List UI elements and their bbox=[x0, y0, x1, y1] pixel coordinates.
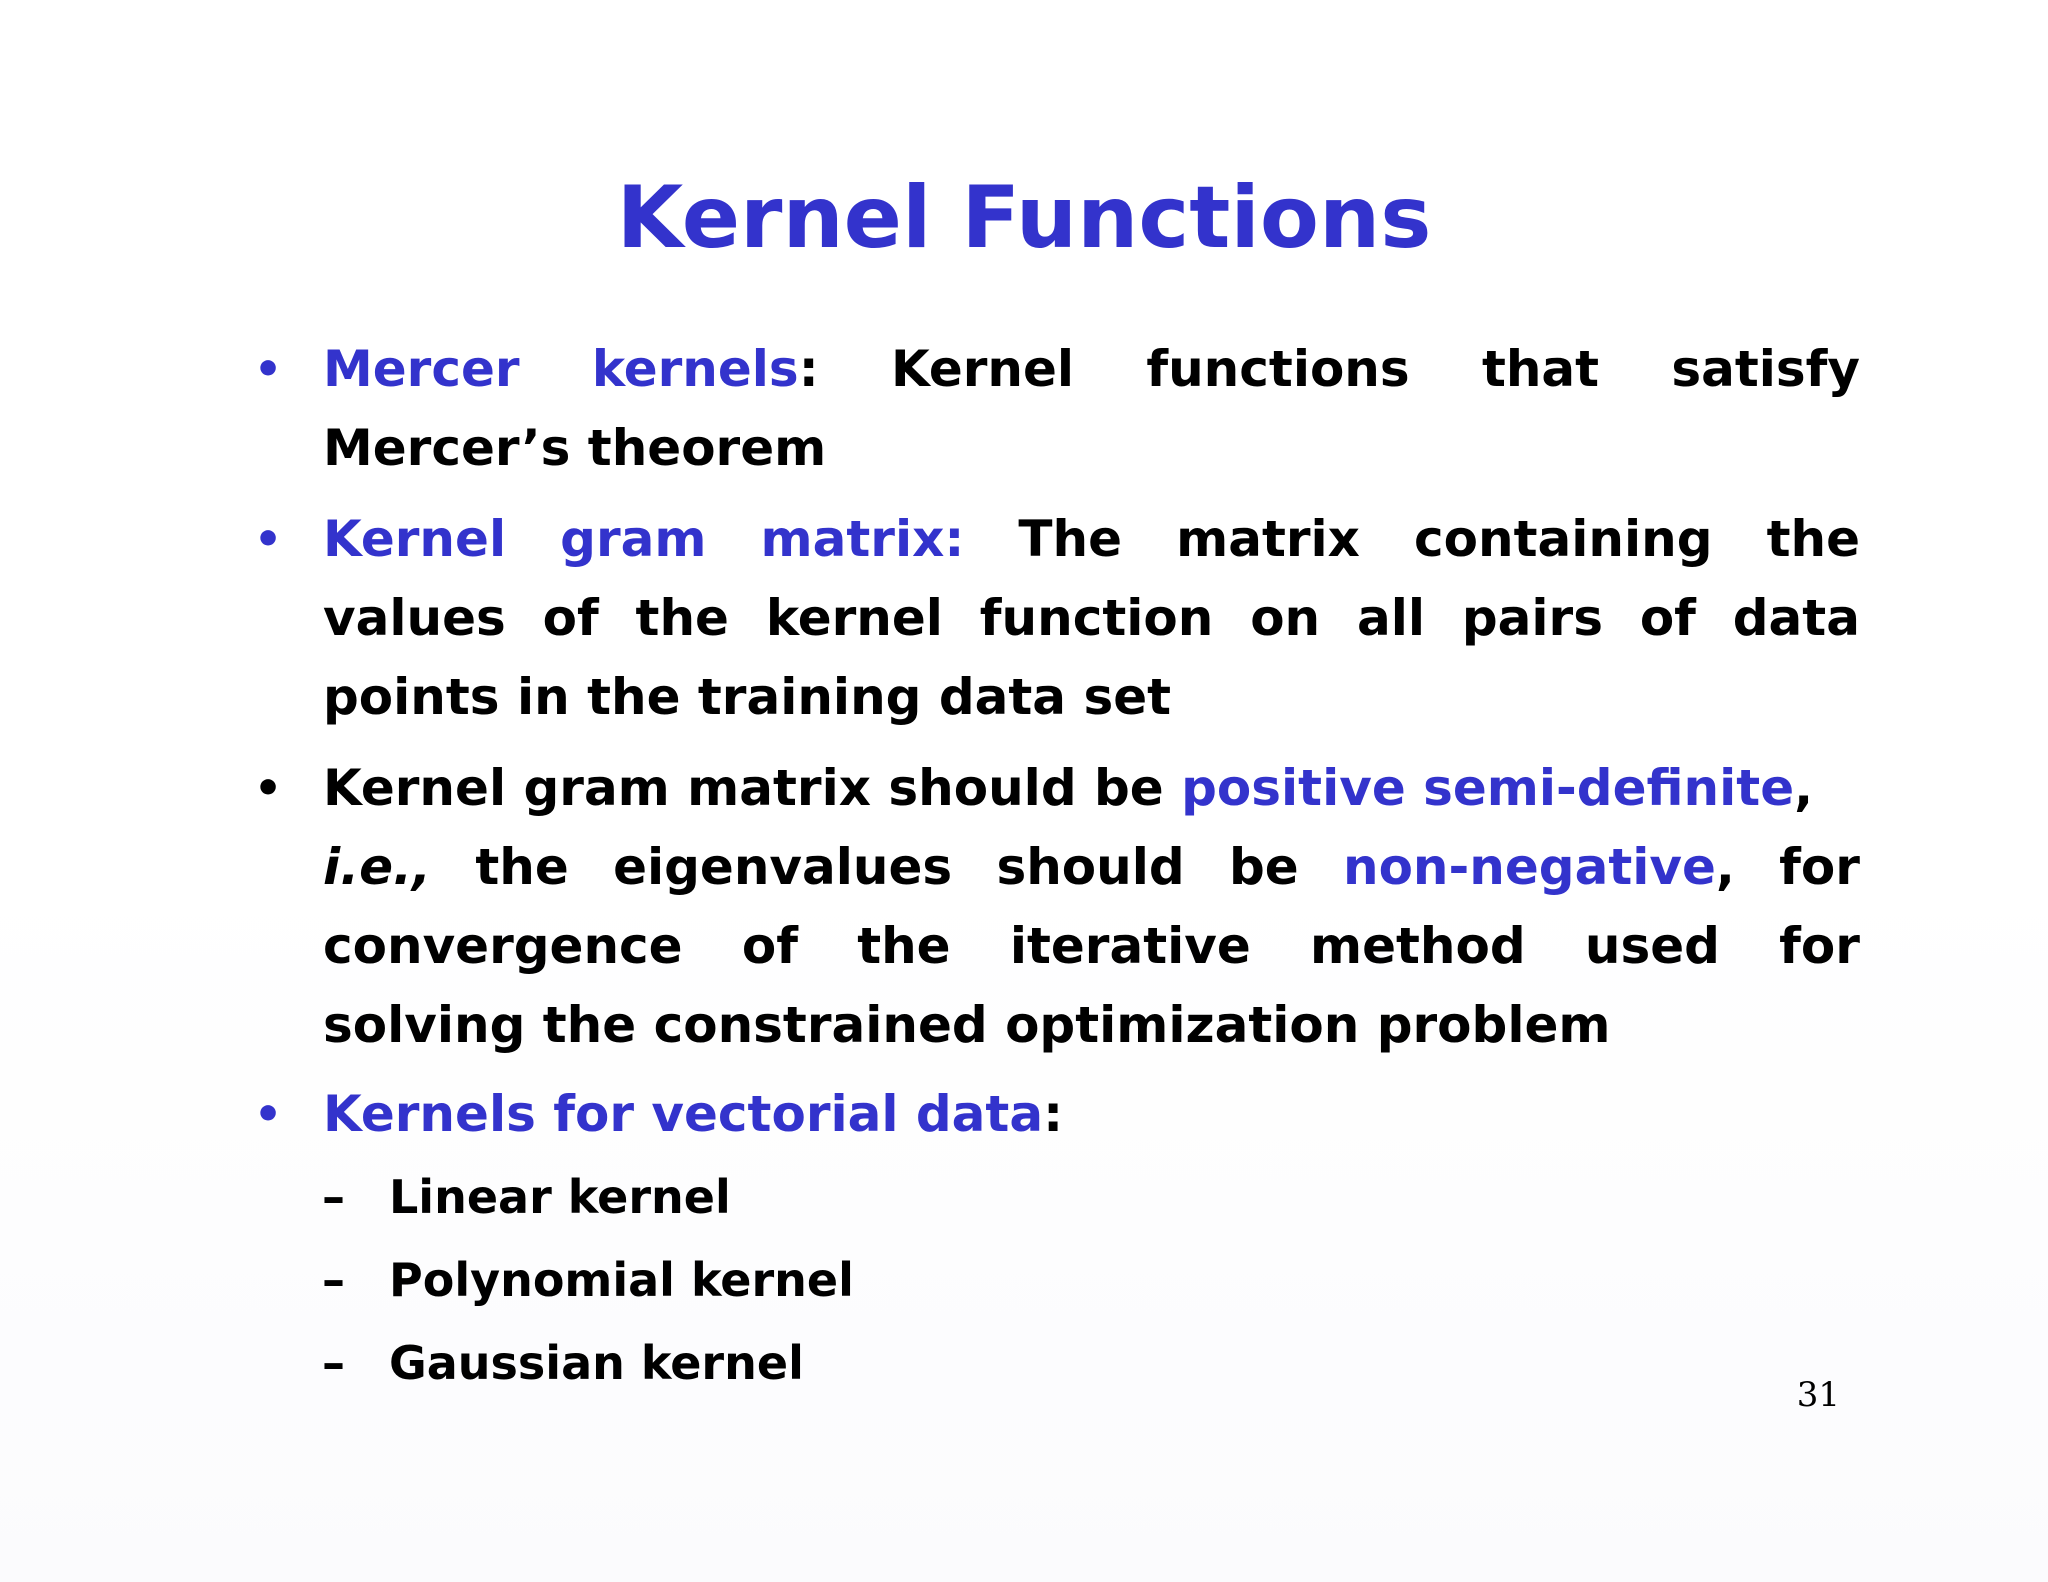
word: The bbox=[1018, 510, 1123, 568]
term-word: gram bbox=[560, 510, 707, 568]
word: on bbox=[1250, 589, 1321, 647]
term-word-group bbox=[592, 330, 819, 409]
word: used bbox=[1584, 917, 1720, 975]
word: of bbox=[542, 589, 599, 647]
slide-title: Kernel Functions bbox=[616, 168, 1432, 268]
word: values bbox=[323, 589, 506, 647]
word: satisfy bbox=[1671, 340, 1860, 398]
bullet-line bbox=[323, 828, 1860, 907]
bullet-line bbox=[323, 1075, 1860, 1154]
sub-item-label: Polynomial kernel bbox=[389, 1253, 854, 1307]
word: of bbox=[741, 917, 798, 975]
word: pairs bbox=[1461, 589, 1603, 647]
highlight-term: Kernels for vectorial data bbox=[323, 1085, 1044, 1143]
bullet-line bbox=[323, 500, 1860, 579]
bullet-line: points in the training data set bbox=[323, 668, 1172, 726]
bullet-line bbox=[323, 907, 1860, 986]
bullet-marker: • bbox=[254, 514, 283, 565]
word: the bbox=[1766, 510, 1860, 568]
bullet-marker: • bbox=[254, 1089, 283, 1140]
dash-marker: – bbox=[322, 1253, 345, 1307]
highlight-term: non-negative bbox=[1342, 838, 1716, 896]
colon: : bbox=[798, 340, 819, 398]
highlight-term: positive semi-definite bbox=[1181, 759, 1795, 817]
bullet-text bbox=[323, 500, 1860, 737]
bullet-marker: • bbox=[254, 344, 283, 395]
word: be bbox=[1228, 838, 1299, 896]
page-number: 31 bbox=[1796, 1375, 1840, 1415]
word: for bbox=[1779, 917, 1860, 975]
bullet-line bbox=[323, 579, 1860, 658]
comma: , bbox=[1794, 759, 1814, 817]
word: functions bbox=[1146, 340, 1410, 398]
bullet-line: solving the constrained optimization problem bbox=[323, 996, 1611, 1054]
colon: : bbox=[1043, 1085, 1064, 1143]
abbreviation: i.e., bbox=[323, 838, 432, 896]
bullet-line bbox=[323, 749, 1860, 828]
bullet-text bbox=[323, 1075, 1860, 1154]
word: eigenvalues bbox=[613, 838, 953, 896]
word: the bbox=[857, 917, 951, 975]
word: containing bbox=[1414, 510, 1713, 568]
word: iterative bbox=[1009, 917, 1251, 975]
term-word: matrix: bbox=[760, 510, 965, 568]
term-word-group bbox=[1343, 828, 1735, 907]
line-segment bbox=[323, 749, 1813, 828]
term-word: Kernel bbox=[323, 510, 507, 568]
word: the bbox=[635, 589, 729, 647]
word: kernel bbox=[765, 589, 943, 647]
word: the bbox=[475, 838, 569, 896]
word: convergence bbox=[323, 917, 683, 975]
word: method bbox=[1309, 917, 1526, 975]
bullet-text bbox=[323, 330, 1860, 488]
comma: , bbox=[1715, 838, 1735, 896]
word: matrix bbox=[1176, 510, 1360, 568]
text-run: Kernel gram matrix should be bbox=[323, 759, 1182, 817]
word: of bbox=[1639, 589, 1696, 647]
bullet-line: Mercer’s theorem bbox=[323, 419, 827, 477]
bullet-text bbox=[323, 749, 1860, 1065]
word: data bbox=[1732, 589, 1860, 647]
word: for bbox=[1779, 838, 1860, 896]
word: should bbox=[996, 838, 1185, 896]
dash-marker: – bbox=[322, 1170, 345, 1224]
term-word: kernels bbox=[591, 340, 799, 398]
bullet-line bbox=[323, 330, 1860, 409]
sub-item-label: Linear kernel bbox=[389, 1170, 731, 1224]
word: all bbox=[1357, 589, 1426, 647]
sub-item-label: Gaussian kernel bbox=[389, 1336, 804, 1390]
word: function bbox=[979, 589, 1214, 647]
term-word: Mercer bbox=[323, 340, 520, 398]
word: Kernel bbox=[890, 340, 1075, 398]
bullet-marker: • bbox=[254, 763, 283, 814]
dash-marker: – bbox=[322, 1336, 345, 1390]
word: that bbox=[1481, 340, 1600, 398]
